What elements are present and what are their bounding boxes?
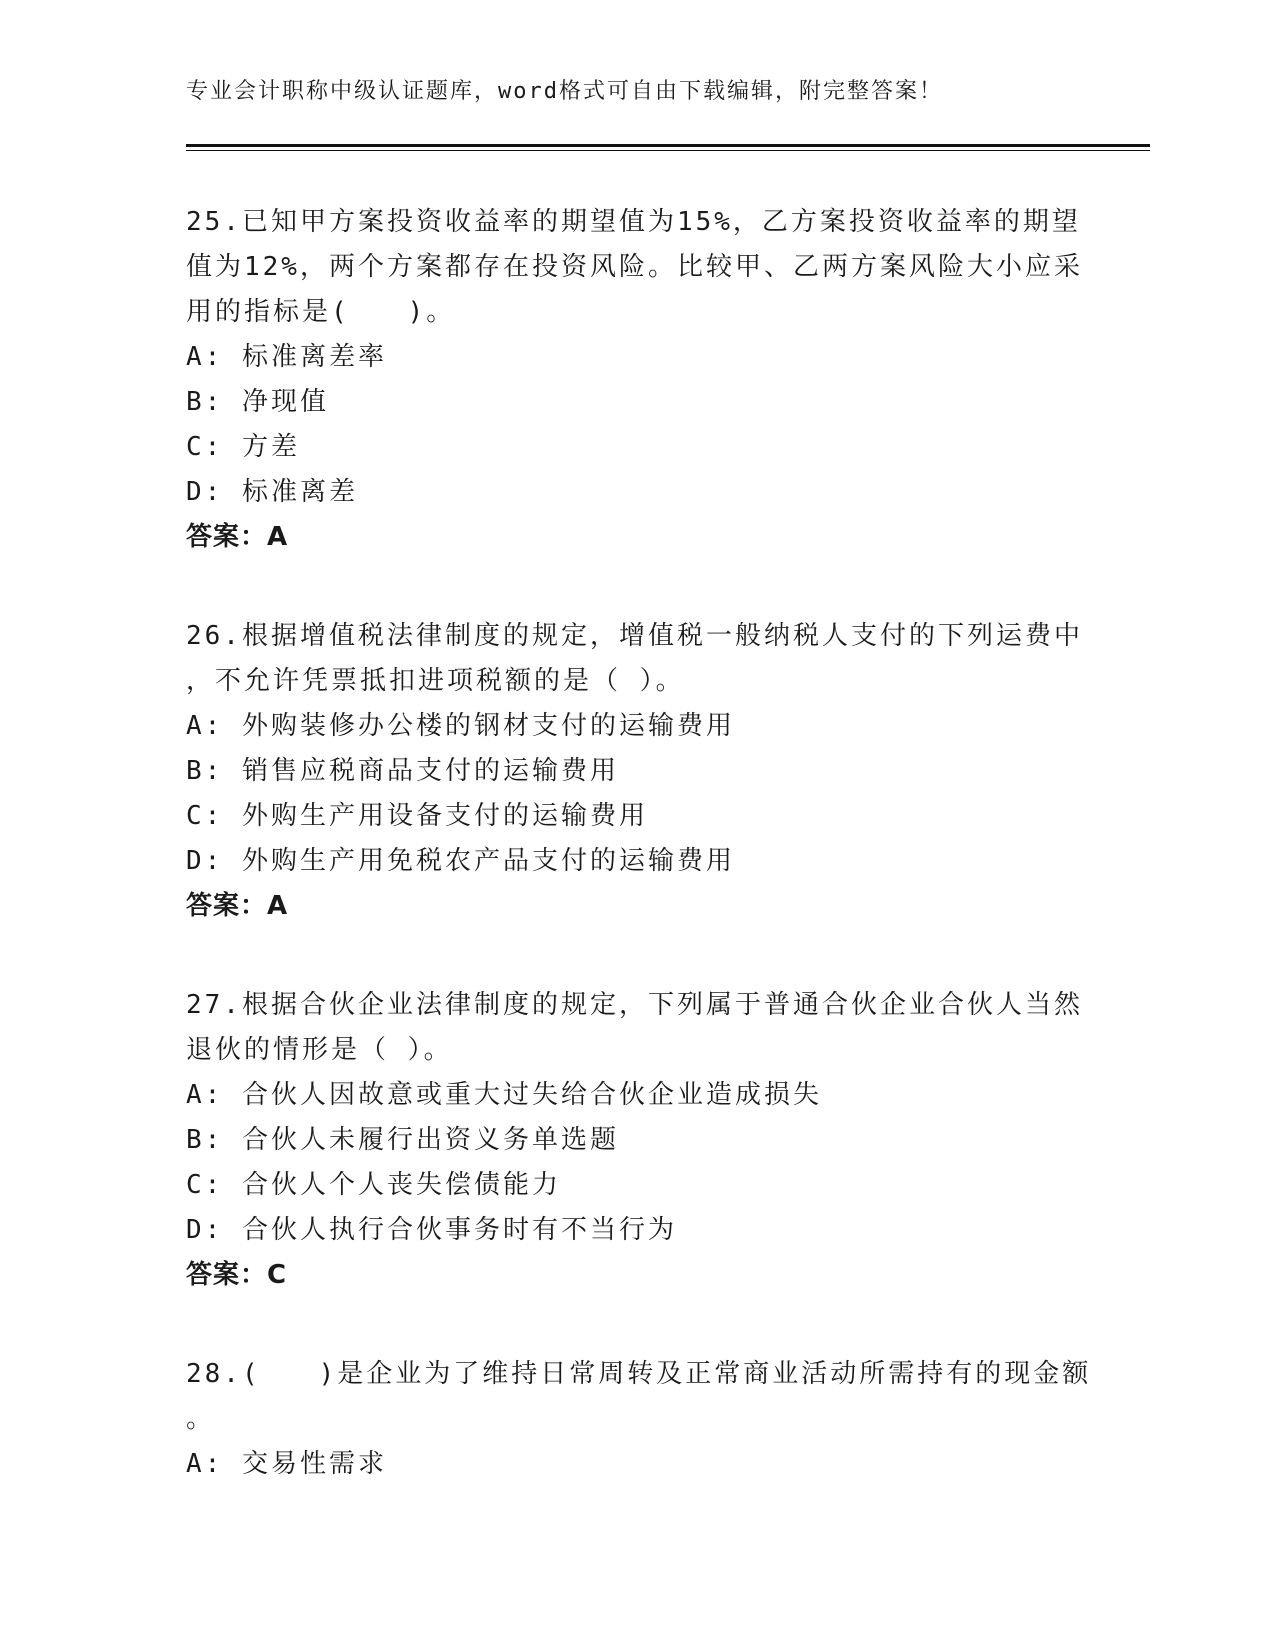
question-stem-line: ，不允许凭票抵扣进项税额的是（ ）。 <box>186 666 685 696</box>
answer-line: 答案：A <box>186 891 289 921</box>
header-rule-thin <box>186 150 1150 151</box>
option-d: D: 标准离差 <box>186 477 358 507</box>
option-b: B: 合伙人未履行出资义务单选题 <box>186 1125 619 1155</box>
option-d: D: 外购生产用免税农产品支付的运输费用 <box>186 846 735 876</box>
question-28 <box>186 1352 1092 1487</box>
answer-line: 答案：C <box>186 1260 288 1290</box>
question-stem-line: 25.已知甲方案投资收益率的期望值为15%，乙方案投资收益率的期望 <box>186 207 1081 237</box>
question-26 <box>186 614 1086 929</box>
question-25 <box>186 200 1086 560</box>
header-rule-thick <box>186 144 1150 147</box>
question-stem-line: 用的指标是( )。 <box>186 297 456 327</box>
option-c: C: 外购生产用设备支付的运输费用 <box>186 801 648 831</box>
question-27 <box>186 983 1086 1298</box>
question-stem-line: 28.( )是企业为了维持日常周转及正常商业活动所需持有的现金额 <box>186 1359 1092 1389</box>
option-c: C: 方差 <box>186 432 300 462</box>
answer-line: 答案：A <box>186 522 289 552</box>
question-stem-line: 26.根据增值税法律制度的规定，增值税一般纳税人支付的下列运费中 <box>186 621 1083 651</box>
option-a: A: 合伙人因故意或重大过失给合伙企业造成损失 <box>186 1080 822 1110</box>
question-list <box>186 200 1092 1541</box>
option-b: B: 销售应税商品支付的运输费用 <box>186 756 619 786</box>
question-stem-line: 。 <box>186 1404 216 1434</box>
question-stem-line: 27.根据合伙企业法律制度的规定，下列属于普通合伙企业合伙人当然 <box>186 990 1083 1020</box>
option-a: A: 交易性需求 <box>186 1449 387 1479</box>
question-stem-line: 值为12%，两个方案都存在投资风险。比较甲、乙两方案风险大小应采 <box>186 252 1083 282</box>
option-a: A: 外购装修办公楼的钢材支付的运输费用 <box>186 711 735 741</box>
option-b: B: 净现值 <box>186 387 329 417</box>
question-stem-line: 退伙的情形是（ ）。 <box>186 1035 453 1065</box>
option-c: C: 合伙人个人丧失偿债能力 <box>186 1170 561 1200</box>
option-d: D: 合伙人执行合伙事务时有不当行为 <box>186 1215 677 1245</box>
page-header-text: 专业会计职称中级认证题库，word格式可自由下载编辑，附完整答案！ <box>186 79 943 104</box>
option-a: A: 标准离差率 <box>186 342 387 372</box>
